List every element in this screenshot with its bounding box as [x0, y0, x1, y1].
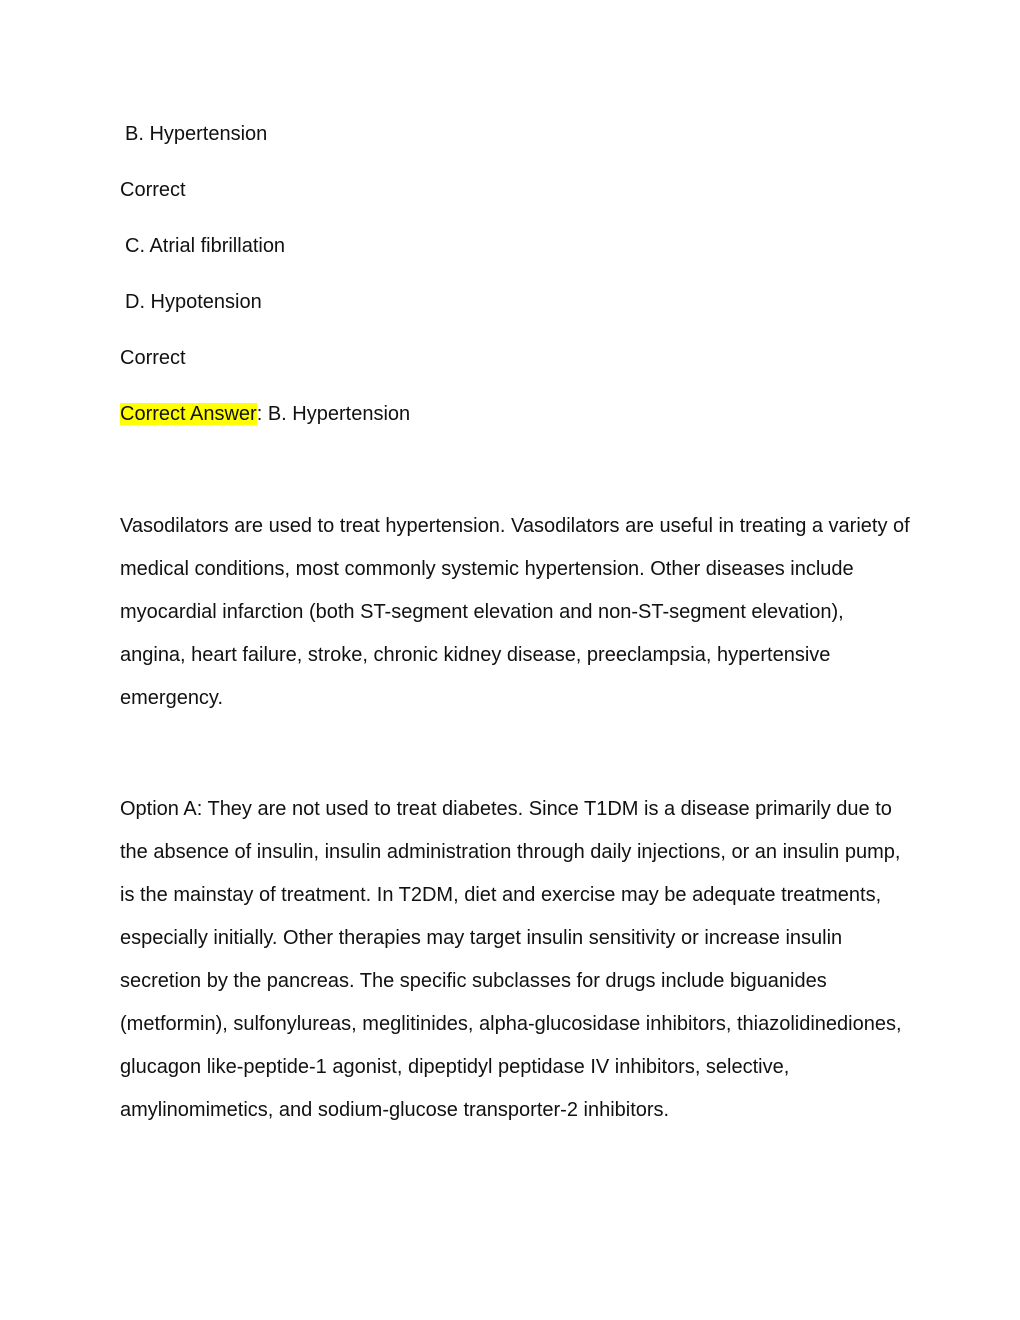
option-a-paragraph: Option A: They are not used to treat diabetes. Since T1DM is a disease primarily due to the absence of insulin, insulin administration through daily injections, or an insulin pump, is the mainstay of treatment. In T2DM, diet and exercise may be adequate treatments, especially initially. Other therapies may target insulin sensitivity or increase insulin secretion by the pancreas. The specific subclasses for drugs include biguanides (metformin), sulfonylureas, meglitinides, alpha-glucosidase inhibitors, thiazolidinediones, glucagon like-peptide-1 agonist, dipeptidyl peptidase IV inhibitors, selective, amylinomimetics, and sodium-glucose transporter-2 inhibitors.	[120, 798, 902, 1121]
option-c: C. Atrial fibrillation	[125, 235, 286, 257]
correct-answer-line	[120, 401, 410, 427]
correct-answer-label: Correct Answer	[120, 403, 257, 425]
option-b: B. Hypertension	[125, 123, 268, 145]
option-d: D. Hypotension	[125, 291, 262, 313]
status-correct-2: Correct	[120, 347, 186, 369]
vasodilators-paragraph: Vasodilators are used to treat hypertension. Vasodilators are useful in treating a variety of medical conditions, most commonly systemic hypertension. Other diseases include myocardial infarction (both ST-segment elevation and non-ST-segment elevation), angina, heart failure, stroke, chronic kidney disease, preeclampsia, hypertensive emergency.	[120, 515, 910, 709]
status-correct-1: Correct	[120, 179, 186, 201]
correct-answer-value: : B. Hypertension	[256, 403, 411, 425]
